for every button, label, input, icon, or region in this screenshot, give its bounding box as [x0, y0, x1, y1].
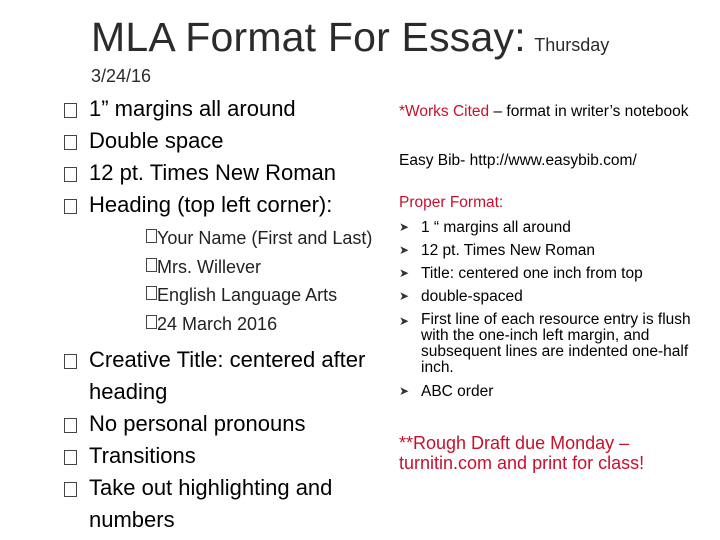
- sub-list-item-text: Mrs. Willever: [157, 256, 261, 277]
- title-date: 3/24/16: [91, 66, 152, 86]
- list-item-text: Heading (top left corner):: [89, 192, 333, 217]
- list-item-text: Title: centered one inch from top: [421, 265, 643, 282]
- sub-list-item: [62, 310, 392, 339]
- right-column: [399, 104, 699, 473]
- easybib-link-text: Easy Bib- http://www.easybib.com/: [399, 152, 637, 169]
- list-item: [62, 157, 392, 189]
- works-cited-label: *Works Cited: [399, 103, 490, 120]
- proper-format-list: [399, 216, 699, 403]
- checkbox-square-icon: [64, 354, 77, 369]
- sub-list-item: [62, 281, 392, 310]
- checkbox-square-icon: [64, 199, 77, 214]
- list-item-text: ABC order: [421, 383, 494, 400]
- list-item: [399, 239, 699, 262]
- list-item-text: double-spaced: [421, 288, 523, 305]
- list-item-text: Double space: [89, 128, 224, 153]
- list-item: [62, 344, 392, 408]
- title-main: MLA Format For Essay:: [91, 14, 526, 60]
- checkbox-square-icon: [64, 103, 77, 118]
- list-item-text: 12 pt. Times New Roman: [89, 160, 336, 185]
- checkbox-square-icon: [146, 229, 157, 243]
- list-item-text: Take out highlighting and numbers: [89, 475, 333, 532]
- list-item-text: Creative Title: centered after heading: [89, 347, 366, 404]
- checkbox-square-icon: [146, 315, 157, 329]
- list-item: [62, 125, 392, 157]
- list-item: [399, 285, 699, 308]
- list-item-text: Transitions: [89, 443, 196, 468]
- sub-list-item-text: English Language Arts: [157, 285, 338, 305]
- sub-list-item: [62, 253, 392, 282]
- proper-format-heading: Proper Format:: [399, 194, 504, 211]
- checkbox-square-icon: [64, 450, 77, 465]
- sub-list-item-text: 24 March 2016: [157, 313, 278, 334]
- list-item-text: 1 “ margins all around: [421, 219, 571, 236]
- list-item-text: 12 pt. Times New Roman: [421, 242, 596, 259]
- list-item: [62, 408, 392, 440]
- sub-list-item: [62, 224, 392, 253]
- sub-list-item-text: Your Name (First and Last): [157, 228, 373, 248]
- list-item: [399, 308, 699, 376]
- list-item: [399, 380, 699, 403]
- arrowhead-right-icon: ➤: [399, 314, 410, 328]
- page-title: [91, 14, 609, 61]
- list-item-text: First line of each resource entry is flush with the one-inch left margin, and subsequent lines are indented one-half inch.: [421, 311, 691, 376]
- checkbox-square-icon: [64, 418, 77, 433]
- arrowhead-right-icon: ➤: [399, 243, 410, 257]
- checkbox-square-icon: [64, 482, 77, 497]
- list-item-text: 1” margins all around: [89, 96, 296, 121]
- checkbox-square-icon: [146, 258, 157, 272]
- checkbox-square-icon: [64, 135, 77, 150]
- arrowhead-right-icon: ➤: [399, 384, 410, 398]
- list-item: [399, 216, 699, 239]
- list-item: [62, 93, 392, 125]
- title-day: Thursday: [534, 35, 610, 55]
- heading-sublist: [62, 224, 392, 338]
- checkbox-square-icon: [64, 167, 77, 182]
- works-cited-text: – format in writer’s notebook: [489, 103, 689, 120]
- list-item: [62, 472, 392, 536]
- works-cited-note: [399, 104, 699, 120]
- checkbox-square-icon: [146, 286, 157, 300]
- list-item: [62, 189, 392, 221]
- arrowhead-right-icon: ➤: [399, 266, 410, 280]
- list-item: [399, 262, 699, 285]
- list-item: [62, 440, 392, 472]
- arrowhead-right-icon: ➤: [399, 220, 410, 234]
- arrowhead-right-icon: ➤: [399, 289, 410, 303]
- left-column: [62, 93, 392, 536]
- rough-draft-note: **Rough Draft due Monday – turnitin.com and print for class!: [399, 433, 645, 473]
- requirements-list: [62, 93, 392, 221]
- list-item-text: No personal pronouns: [89, 411, 306, 436]
- requirements-list-continued: [62, 344, 392, 536]
